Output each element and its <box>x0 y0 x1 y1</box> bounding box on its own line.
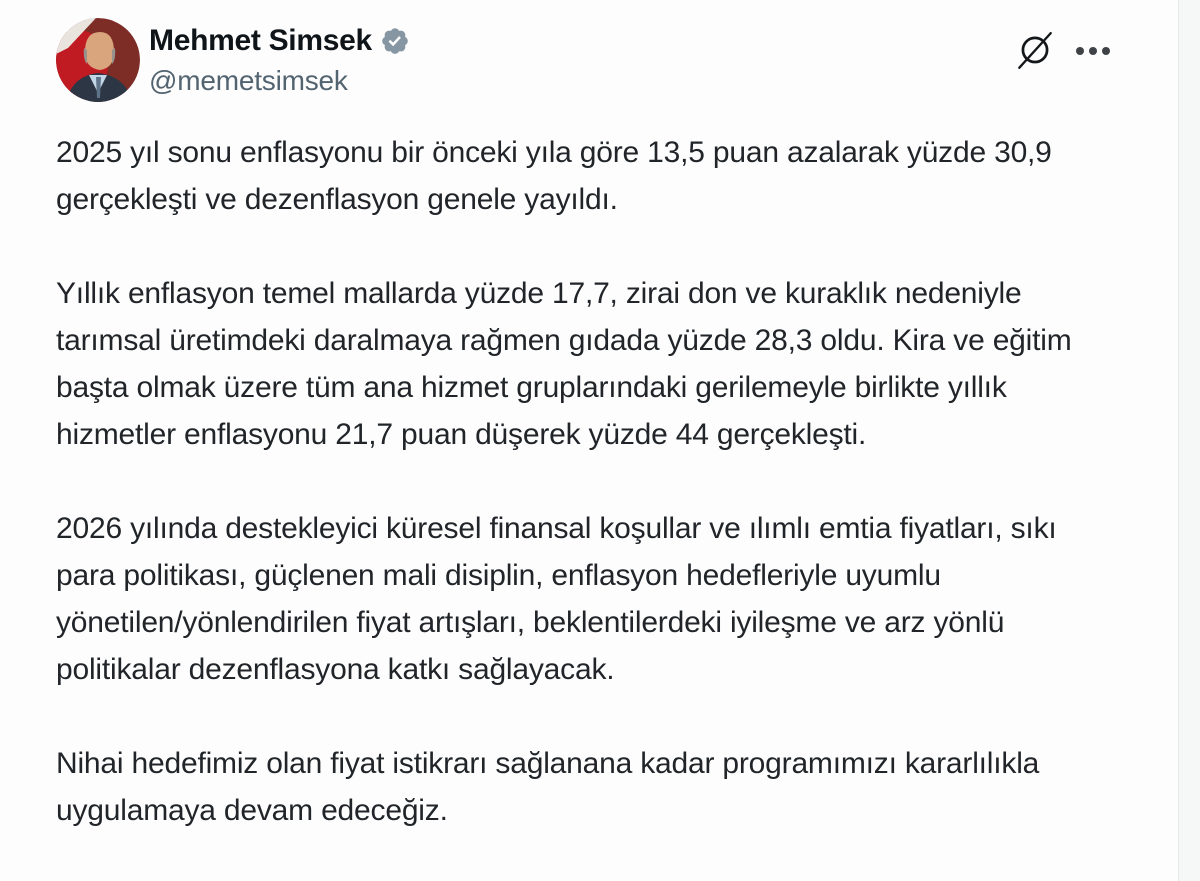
author-block <box>149 18 410 97</box>
author-name[interactable]: Mehmet Simsek <box>149 24 372 57</box>
tweet-paragraph-1: 2025 yıl sonu enflasyonu bir önceki yıla göre 13,5 puan azalarak yüzde 30,9 gerçekleşti ve dezenflasyon genele yayıldı. <box>56 136 1052 216</box>
page-right-margin <box>1178 0 1200 881</box>
verified-badge-icon <box>380 26 410 56</box>
more-dot <box>1102 47 1110 55</box>
more-dot <box>1076 47 1084 55</box>
tweet-header <box>56 18 1110 102</box>
tweet-paragraph-3: 2026 yılında destekleyici küresel finansal koşullar ve ılımlı emtia fiyatları, sıkı para politikası, güçlenen mali disiplin, enflasyon hedefleriyle uyumlu yönetilen/yönlendirilen fiyat artışları, beklentilerdeki iyileşme ve arz yönlü politikalar dezenflasyona katkı sağlayacak. <box>56 512 1057 686</box>
author-handle[interactable]: @memetsimsek <box>149 65 348 96</box>
avatar[interactable] <box>56 18 140 102</box>
header-actions <box>1014 18 1110 72</box>
tweet-paragraph-4: Nihai hedefimiz olan fiyat istikrarı sağlanana kadar programımızı kararlılıkla uygulamaya devam edeceğiz. <box>56 747 1040 827</box>
author-name-row <box>149 24 410 58</box>
more-dot <box>1089 47 1097 55</box>
tweet-text <box>56 129 1110 834</box>
grok-icon[interactable] <box>1014 30 1056 72</box>
more-icon[interactable] <box>1076 30 1110 72</box>
tweet-paragraph-2: Yıllık enflasyon temel mallarda yüzde 17,7, zirai don ve kuraklık nedeniyle tarımsal üretimdeki daralmaya rağmen gıdada yüzde 28,3 oldu. Kira ve eğitim başta olmak üzere tüm ana hizmet gruplarındaki gerilemeyle birlikte yıllık hizmetler enflasyonu 21,7 puan düşerek yüzde 44 gerçekleşti. <box>56 277 1072 451</box>
avatar-photo-icon <box>56 18 140 102</box>
